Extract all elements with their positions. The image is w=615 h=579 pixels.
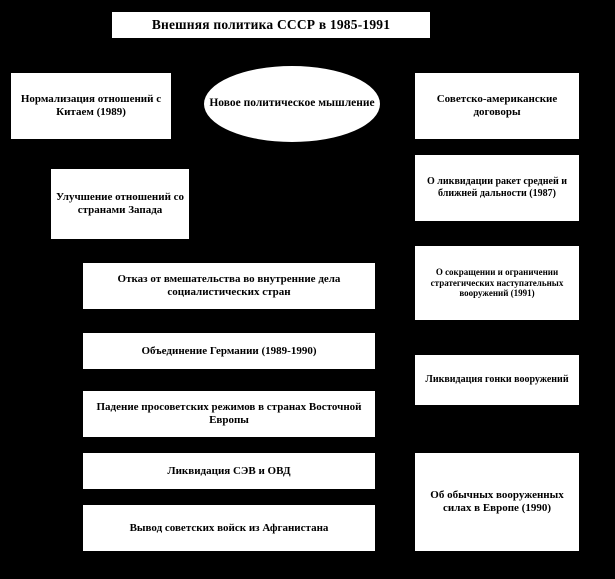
right-node-soviet-american-treaties-label: Советско-американские договоры	[436, 93, 558, 118]
center-node-comecon-warsaw-pact	[82, 452, 376, 490]
left-node-china-relations	[10, 72, 172, 140]
central-concept-label: Новое политическое мышление	[209, 97, 375, 110]
right-node-cfe-treaty-label: Об обычных вооруженных силах в Европе (1990)	[430, 489, 564, 514]
right-node-arms-race-elimination	[414, 354, 580, 406]
center-node-afghanistan-withdrawal	[82, 504, 376, 552]
center-node-german-unification-label: Объединение Германии (1989-1990)	[141, 344, 317, 357]
central-concept-node	[203, 65, 381, 143]
diagram-title-label: Внешняя политика СССР в 1985-1991	[151, 17, 391, 33]
left-node-west-relations	[50, 168, 190, 240]
center-node-german-unification	[82, 332, 376, 370]
left-node-china-relations-label: Нормализация отношений с Китаем (1989)	[20, 93, 162, 118]
right-node-start-treaty-label: О сокращении и ограничении стратегических наступательных вооружений (1991)	[430, 267, 564, 299]
right-node-inf-treaty	[414, 154, 580, 222]
right-node-soviet-american-treaties	[414, 72, 580, 140]
right-node-arms-race-elimination-label: Ликвидация гонки вооружений	[425, 374, 569, 386]
right-node-start-treaty	[414, 245, 580, 321]
diagram-title	[111, 11, 431, 39]
center-node-non-interference-label: Отказ от вмешательства во внутренние дела социалистических стран	[117, 273, 341, 298]
center-node-regime-collapse-label: Падение просоветских режимов в странах Восточной Европы	[96, 401, 362, 426]
center-node-comecon-warsaw-pact-label: Ликвидация СЭВ и ОВД	[167, 464, 291, 477]
right-node-cfe-treaty	[414, 452, 580, 552]
right-node-inf-treaty-label: О ликвидации ракет средней и ближней дальности (1987)	[427, 176, 567, 199]
center-node-afghanistan-withdrawal-label: Вывод советских войск из Афганистана	[129, 521, 329, 534]
center-node-regime-collapse	[82, 390, 376, 438]
left-node-west-relations-label: Улучшение отношений со странами Запада	[55, 191, 185, 216]
center-node-non-interference	[82, 262, 376, 310]
